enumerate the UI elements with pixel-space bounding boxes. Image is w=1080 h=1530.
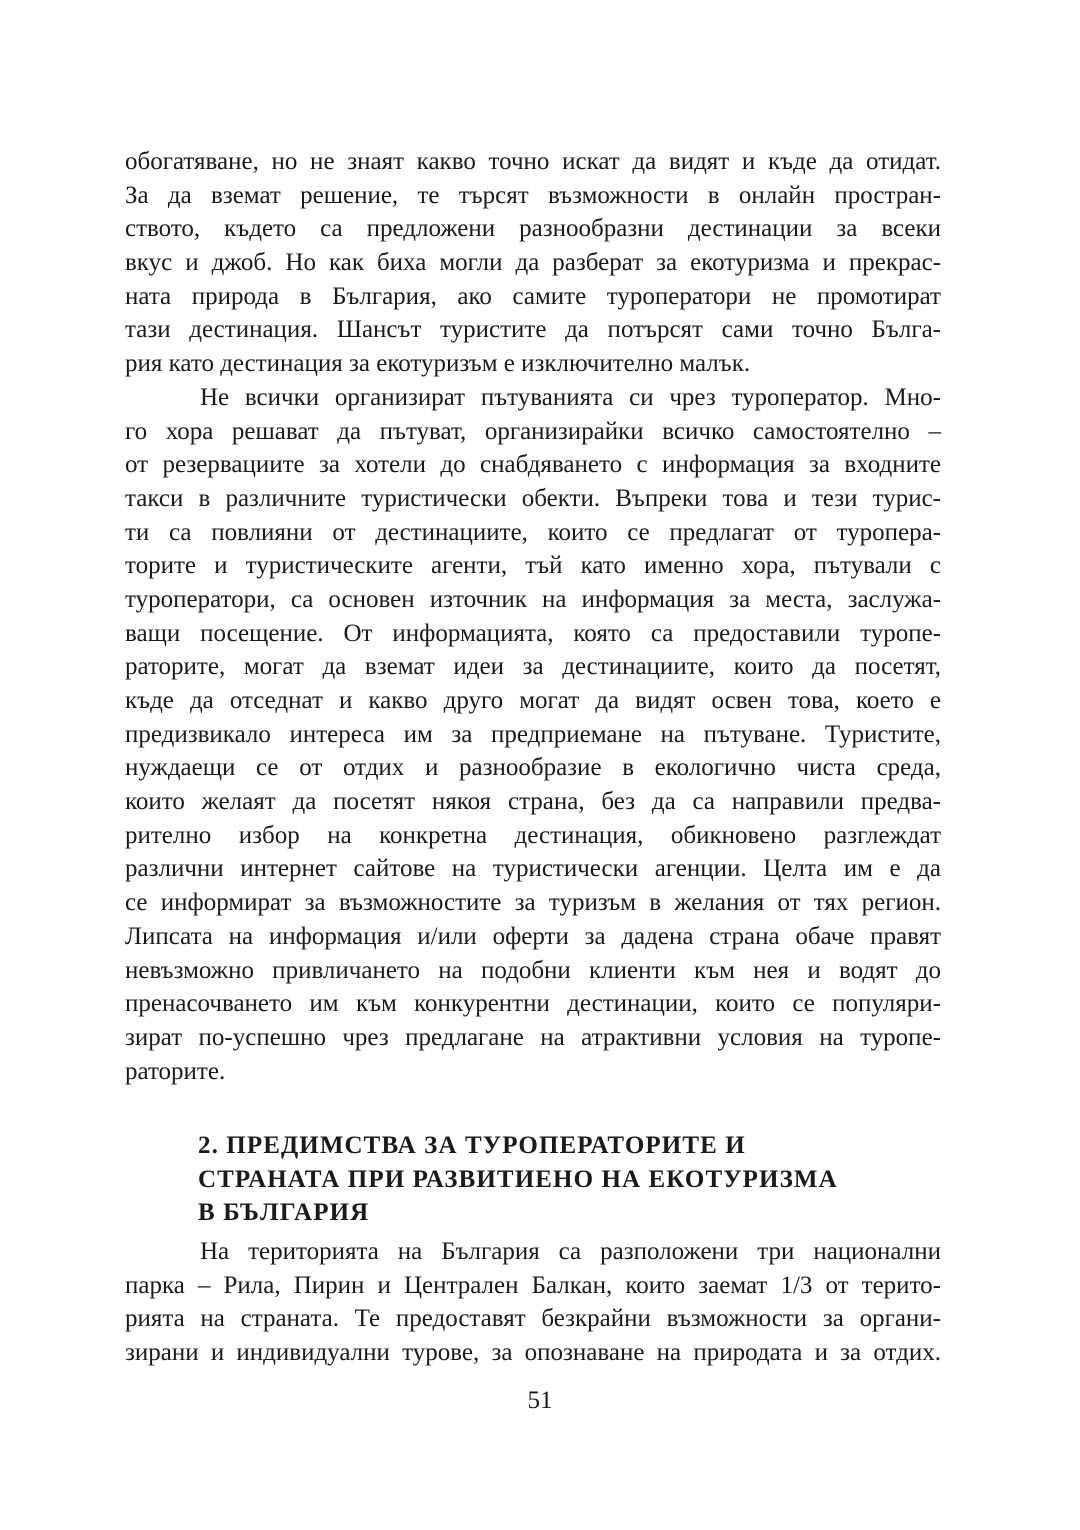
text-line: различни интернет сайтове на туристически агенции. Целта им е да xyxy=(125,855,941,883)
text-line: от резервациите за хотели до снабдяването с информация за входните xyxy=(125,451,941,479)
text-line: рия като дестинация за екотуризъм е изключително малък. xyxy=(125,350,751,378)
text-line: раторите, могат да вземат идеи за дестинациите, които да посетят, xyxy=(125,653,941,681)
text-line: Не всички организират пътуванията си чрез туроператор. Мно- xyxy=(200,383,941,411)
text-line: обогатяване, но не знаят какво точно искат да видят и къде да отидат. xyxy=(125,148,941,175)
body-text xyxy=(125,145,941,1088)
text-line: зират по-успешно чрез предлагане на атрактивни условия на туропе- xyxy=(125,1023,941,1051)
text-line: торите и туристическите агенти, тъй като именно хора, пътували с xyxy=(125,552,941,580)
text-line: Липсата на информация и/или оферти за дадена страна обаче правят xyxy=(125,922,941,950)
text-line: които желаят да посетят някоя страна, без да са направили предва- xyxy=(125,788,941,816)
text-line: се информират за възможностите за туризъм в желания от тях регион. xyxy=(125,889,941,917)
text-line: тази дестинация. Шансът туристите да потърсят сами точно Бълга- xyxy=(125,316,941,344)
text-line: туроператори, са основен източник на информация за места, заслужа- xyxy=(125,585,941,613)
text-line: На територията на България са разположени три национални xyxy=(200,1238,941,1265)
text-line: такси в различните туристически обекти. Въпреки това и тези турис- xyxy=(125,484,941,512)
text-line: невъзможно привличането на подобни клиенти към нея и водят до xyxy=(125,956,941,984)
text-line: рията на страната. Те предоставят безкрайни възможности за органи- xyxy=(125,1305,941,1333)
text-line: зирани и индивидуални турове, за опознаване на природата и за отдих. xyxy=(125,1339,941,1367)
section-heading xyxy=(198,1129,938,1230)
text-line: ната природа в България, ако самите туроператори не промотират xyxy=(125,282,941,310)
page-number: 51 xyxy=(527,1387,553,1414)
text-line: За да вземат решение, те търсят възможности в онлайн простран- xyxy=(125,181,941,209)
text-line: предизвикало интереса им за предприемане на пътуване. Туристите, xyxy=(125,720,941,748)
text-line: къде да отседнат и какво друго могат да видят освен това, което е xyxy=(125,687,941,714)
heading-line: 2. ПРЕДИМСТВА ЗА ТУРОПЕРАТОРИТЕ И xyxy=(198,1132,746,1159)
text-line: пренасочването им към конкурентни дестинации, които се популяри- xyxy=(125,990,941,1018)
body-text xyxy=(125,1235,941,1370)
text-line: парка – Рила, Пирин и Централен Балкан, които заемат 1/3 от терито- xyxy=(125,1271,941,1299)
heading-line: СТРАНАТА ПРИ РАЗВИТИЕНО НА ЕКОТУРИЗМА xyxy=(198,1165,838,1193)
text-line: рително избор на конкретна дестинация, обикновено разглеждат xyxy=(125,821,941,849)
text-line: нуждаещи се от отдих и разнообразие в екологично чиста среда, xyxy=(125,754,941,782)
text-line: раторите. xyxy=(125,1057,226,1085)
text-line: ството, където са предложени разнообразни дестинации за всеки xyxy=(125,215,941,243)
text-line: го хора решават да пътуват, организирайки всичко самостоятелно – xyxy=(125,417,941,445)
text-line: ти са повлияни от дестинациите, които се предлагат от туропера- xyxy=(125,518,941,546)
text-line: ващи посещение. От информацията, която са предоставили туропе- xyxy=(125,619,941,647)
text-line: вкус и джоб. Но как биха могли да разберат за екотуризма и прекрас- xyxy=(125,249,941,277)
heading-line: В БЪЛГАРИЯ xyxy=(198,1199,370,1227)
